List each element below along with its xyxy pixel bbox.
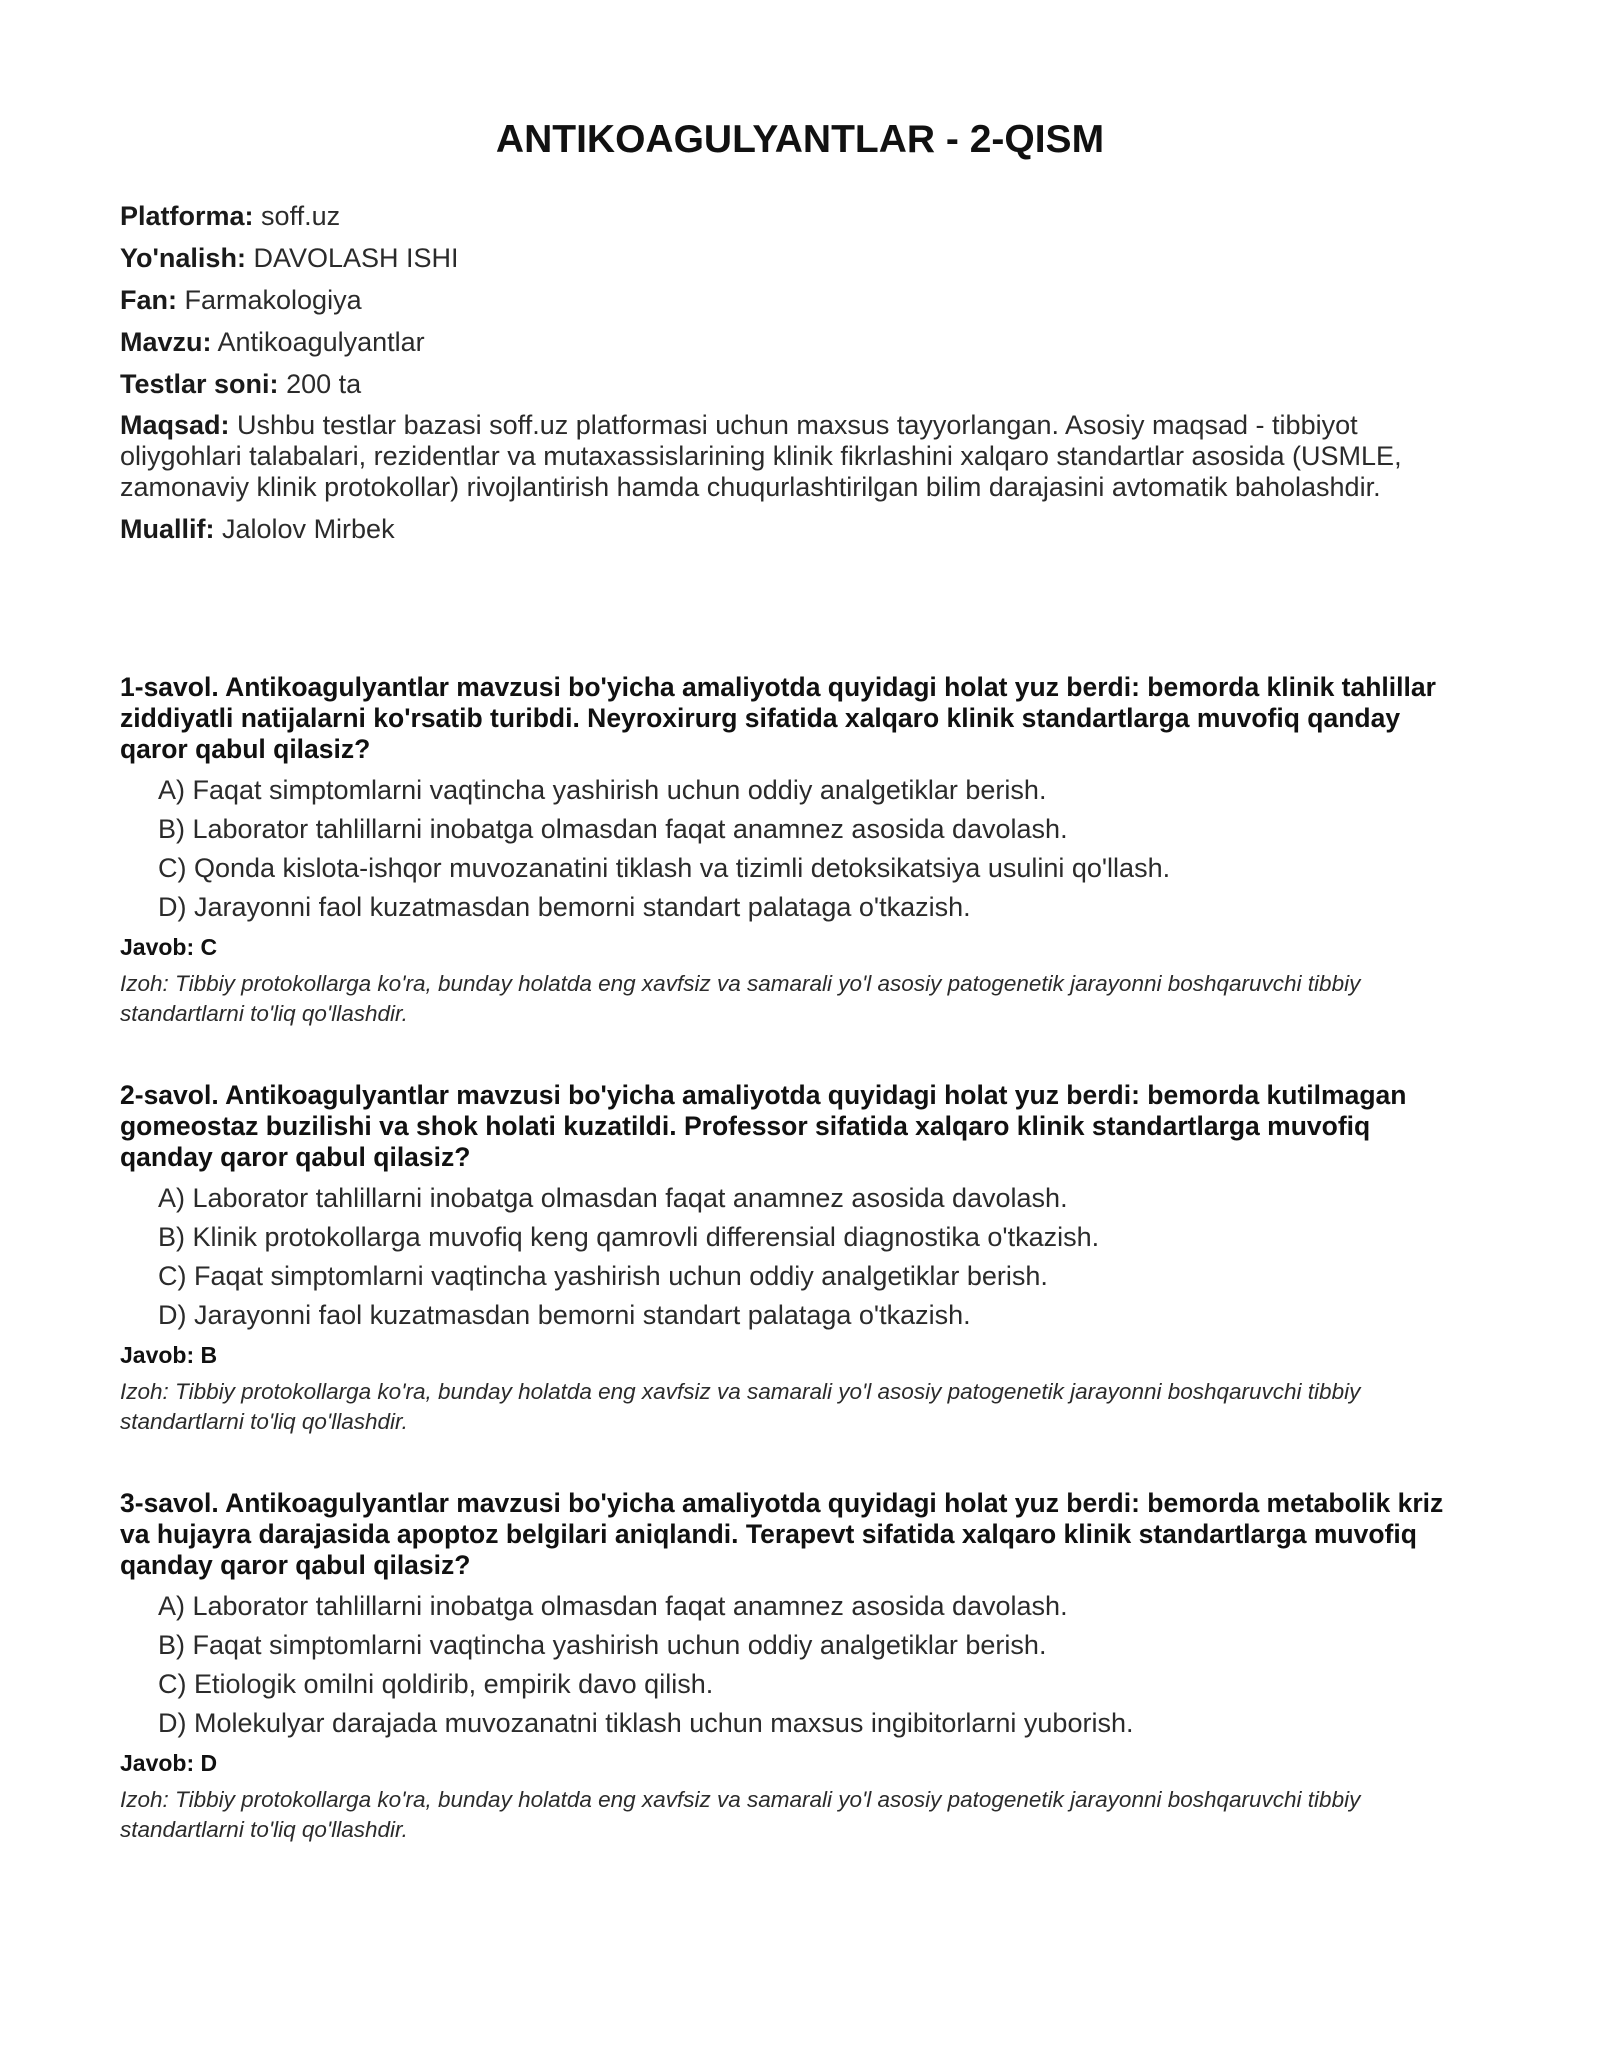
- question-text: 2-savol. Antikoagulyantlar mavzusi bo'yicha amaliyotda quyidagi holat yuz berdi: bemorda kutilmagan gomeostaz buzilishi va shok holati kuzatildi. Professor sifatida xalqaro klinik standartlarga muvofiq qanday qaror qabul qilasiz?: [120, 1080, 1407, 1172]
- meta-label: Muallif:: [120, 514, 215, 544]
- option-c: C) Qonda kislota-ishqor muvozanatini tiklash va tizimli detoksikatsiya usulini qo'llash.: [158, 853, 1171, 883]
- meta-topic: [120, 326, 1450, 358]
- meta-value: DAVOLASH ISHI: [253, 243, 459, 273]
- meta-label: Maqsad:: [120, 410, 230, 440]
- options-list: [120, 775, 1450, 923]
- option-a: A) Faqat simptomlarni vaqtincha yashirish uchun oddiy analgetiklar berish.: [158, 775, 1047, 805]
- meta-value: 200 ta: [286, 369, 362, 399]
- options-list: [120, 1183, 1450, 1331]
- option-c: C) Etiologik omilni qoldirib, empirik davo qilish.: [158, 1669, 714, 1699]
- meta-author: [120, 513, 1450, 545]
- meta-value: Ushbu testlar bazasi soff.uz platformasi uchun maxsus tayyorlangan. Asosiy maqsad - tibbiyot oliygohlari talabalari, rezidentlar va mutaxassislarining klinik fikrlashini xalqaro standartlar asosida (USMLE, zamonaviy klinik protokollar) rivojlantirish hamda chuqurlashtirilgan bilim darajasini avtomatik baholashdir.: [120, 410, 1402, 502]
- meta-label: Testlar soni:: [120, 369, 279, 399]
- option-b: B) Klinik protokollarga muvofiq keng qamrovli differensial diagnostika o'tkazish.: [158, 1222, 1100, 1252]
- meta-platform: [120, 200, 1450, 232]
- meta-value: Farmakologiya: [184, 285, 362, 315]
- meta-subject: [120, 284, 1450, 316]
- meta-value: Antikoagulyantlar: [217, 327, 425, 357]
- meta-label: Yo'nalish:: [120, 243, 246, 273]
- meta-value: Jalolov Mirbek: [222, 514, 395, 544]
- option-a: A) Laborator tahlillarni inobatga olmasdan faqat anamnez asosida davolash.: [158, 1591, 1068, 1621]
- question-block: [120, 1488, 1450, 1896]
- meta-label: Platforma:: [120, 201, 254, 231]
- question-text: 3-savol. Antikoagulyantlar mavzusi bo'yicha amaliyotda quyidagi holat yuz berdi: bemorda metabolik kriz va hujayra darajasida apoptoz belgilari aniqlandi. Terapevt sifatida xalqaro klinik standartlarga muvofiq qanday qaror qabul qilasiz?: [120, 1488, 1444, 1580]
- option-d: D) Jarayonni faol kuzatmasdan bemorni standart palataga o'tkazish.: [158, 892, 971, 922]
- meta-section: [120, 200, 1450, 555]
- answer-label: Javob: C: [120, 934, 218, 960]
- explanation-text: Izoh: Tibbiy protokollarga ko'ra, bunday holatda eng xavfsiz va samarali yo'l asosiy patogenetik jarayonni boshqaruvchi tibbiy standartlarni to'liq qo'llashdir.: [120, 1787, 1361, 1842]
- meta-label: Mavzu:: [120, 327, 212, 357]
- option-d: D) Molekulyar darajada muvozanatni tiklash uchun maxsus ingibitorlarni yuborish.: [158, 1708, 1134, 1738]
- question-block: [120, 672, 1450, 1080]
- meta-label: Fan:: [120, 285, 177, 315]
- question-text: 1-savol. Antikoagulyantlar mavzusi bo'yicha amaliyotda quyidagi holat yuz berdi: bemorda klinik tahlillar ziddiyatli natijalarni ko'rsatib turibdi. Neyroxirurg sifatida xalqaro klinik standartlarga muvofiq qanday qaror qabul qilasiz?: [120, 672, 1436, 764]
- question-block: [120, 1080, 1450, 1488]
- meta-purpose: [120, 410, 1450, 503]
- option-d: D) Jarayonni faol kuzatmasdan bemorni standart palataga o'tkazish.: [158, 1300, 971, 1330]
- answer-label: Javob: D: [120, 1750, 218, 1776]
- questions-list: [120, 672, 1450, 1896]
- explanation-text: Izoh: Tibbiy protokollarga ko'ra, bunday holatda eng xavfsiz va samarali yo'l asosiy patogenetik jarayonni boshqaruvchi tibbiy standartlarni to'liq qo'llashdir.: [120, 971, 1361, 1026]
- option-b: B) Faqat simptomlarni vaqtincha yashirish uchun oddiy analgetiklar berish.: [158, 1630, 1047, 1660]
- meta-value: soff.uz: [261, 201, 341, 231]
- option-c: C) Faqat simptomlarni vaqtincha yashirish uchun oddiy analgetiklar berish.: [158, 1261, 1048, 1291]
- option-b: B) Laborator tahlillarni inobatga olmasdan faqat anamnez asosida davolash.: [158, 814, 1068, 844]
- answer-label: Javob: B: [120, 1342, 218, 1368]
- meta-test-count: [120, 368, 1450, 400]
- explanation-text: Izoh: Tibbiy protokollarga ko'ra, bunday holatda eng xavfsiz va samarali yo'l asosiy patogenetik jarayonni boshqaruvchi tibbiy standartlarni to'liq qo'llashdir.: [120, 1379, 1361, 1434]
- options-list: [120, 1591, 1450, 1739]
- meta-direction: [120, 242, 1450, 274]
- option-a: A) Laborator tahlillarni inobatga olmasdan faqat anamnez asosida davolash.: [158, 1183, 1068, 1213]
- page-title: ANTIKOAGULYANTLAR - 2-QISM: [495, 118, 1105, 161]
